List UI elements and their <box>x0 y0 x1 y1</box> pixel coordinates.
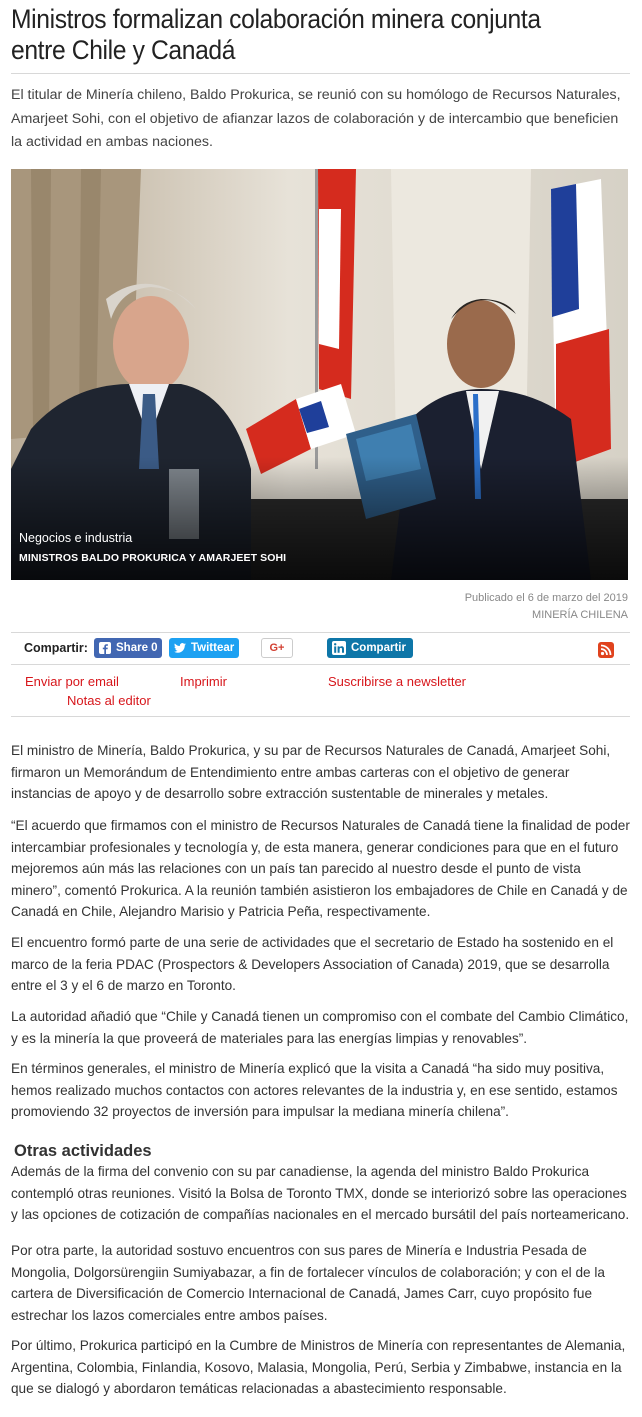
body-paragraph: El encuentro formó parte de una serie de actividades que el secretario de Estado ha sostenido en el marco de la feria PDAC (Prospectors & Developers Association of Canada) 2019, que se desarrolla entre el 3 y el 6 de marzo en Toronto. <box>11 935 614 993</box>
email-link[interactable]: Enviar por email <box>25 674 119 689</box>
facebook-icon <box>99 642 111 654</box>
divider <box>11 716 630 717</box>
body-paragraph: En términos generales, el ministro de Minería explicó que la visita a Canadá “ha sido muy positiva, hemos realizado muchos contactos con actores relevantes de la industria y, en ese sentido, estamos promoviendo 32 proyectos de inversión para impulsar la mediana minería chilena”. <box>11 1061 618 1119</box>
facebook-share-button[interactable] <box>94 638 162 658</box>
twitter-icon <box>174 643 186 653</box>
linkedin-icon <box>332 641 346 655</box>
print-link[interactable]: Imprimir <box>180 674 227 689</box>
article-title: Ministros formalizan colaboración minera conjunta entre Chile y Canadá <box>11 4 541 65</box>
twitter-share-label: Twittear <box>191 642 235 654</box>
publish-source: MINERÍA CHILENA <box>532 609 628 621</box>
googleplus-share-button[interactable] <box>261 638 293 658</box>
body-paragraph: Por otra parte, la autoridad sostuvo encuentros con sus pares de Minería e Industria Pesada de Mongolia, Dolgorsürengiin Sumiyabazar, a fin de fortalecer vínculos de colaboración; y con el de la cartera de Diversificación de Comercio Internacional de Canadá, James Carr, cuyo propósito fue estrechar los lazos comerciales entre ambos países. <box>11 1243 605 1323</box>
rss-icon[interactable] <box>598 642 614 658</box>
publish-date: Publicado el 6 de marzo del 2019 <box>464 592 628 604</box>
divider <box>11 73 630 74</box>
hero-image[interactable] <box>11 169 628 580</box>
article-lead: El titular de Minería chileno, Baldo Prokurica, se reunió con su homólogo de Recursos Naturales, Amarjeet Sohi, con el objetivo de afianzar lazos de colaboración y de intercambio que beneficien la actividad en ambas naciones. <box>11 87 621 150</box>
body-paragraph: La autoridad añadió que “Chile y Canadá tienen un compromiso con el combate del Cambio Climático, y es la minería la que proveerá de materiales para las energías limpias y renovables”. <box>11 1009 629 1046</box>
googleplus-label: G+ <box>269 642 285 654</box>
body-paragraph: El ministro de Minería, Baldo Prokurica, y su par de Recursos Naturales de Canadá, Amarjeet Sohi, firmaron un Memorándum de Entendimiento entre ambas carteras con el objetivo de generar instancias de apoyo y de desarrollo sobre extracción sustentable de minerales y metales. <box>11 743 611 801</box>
image-caption: MINISTROS BALDO PROKURICA Y AMARJEET SOHI <box>19 552 287 564</box>
body-paragraph: “El acuerdo que firmamos con el ministro de Recursos Naturales de Canadá tiene la finalidad de poder intercambiar profesionales y tecnología y, de esta manera, generar condiciones para que en el futuro mejoremos aún más las relaciones con un país tan parecido al nuestro desde el punto de vista minero”, comentó Prokurica. A la reunión también asistieron los embajadores de Chile en Canadá y de Canadá en Chile, Alejandro Marisio y Patricia Peña, respectivamente. <box>11 818 630 919</box>
body-paragraph: Además de la firma del convenio con su par canadiense, la agenda del ministro Baldo Prokurica contempló otras reuniones. Visitó la Bolsa de Toronto TMX, donde se interiorizó sobre las operaciones y las opciones de cotización de compañías nacionales en el mercado bursátil del país norteamericano. <box>11 1164 630 1222</box>
linkedin-share-label: Compartir <box>351 642 406 654</box>
ministers-photo <box>11 169 628 580</box>
section-heading: Otras actividades <box>14 1142 152 1160</box>
body-paragraph: Por último, Prokurica participó en la Cumbre de Ministros de Minería con representantes de Alemania, Argentina, Colombia, Finlandia, Kosovo, Malasia, Mongolia, Perú, Serbia y Zimbabwe, instancia en la que se dialogó y abordaron temáticas relacionadas a abastecimiento responsable. <box>11 1338 626 1396</box>
editor-notes-link[interactable]: Notas al editor <box>67 693 151 708</box>
divider <box>11 632 630 633</box>
share-label: Compartir: <box>24 641 88 655</box>
facebook-share-label: Share 0 <box>116 642 158 654</box>
linkedin-share-button[interactable] <box>327 638 413 658</box>
newsletter-link[interactable]: Suscribirse a newsletter <box>328 674 466 689</box>
twitter-share-button[interactable] <box>169 638 239 658</box>
divider <box>11 664 630 665</box>
image-category: Negocios e industria <box>19 531 133 545</box>
